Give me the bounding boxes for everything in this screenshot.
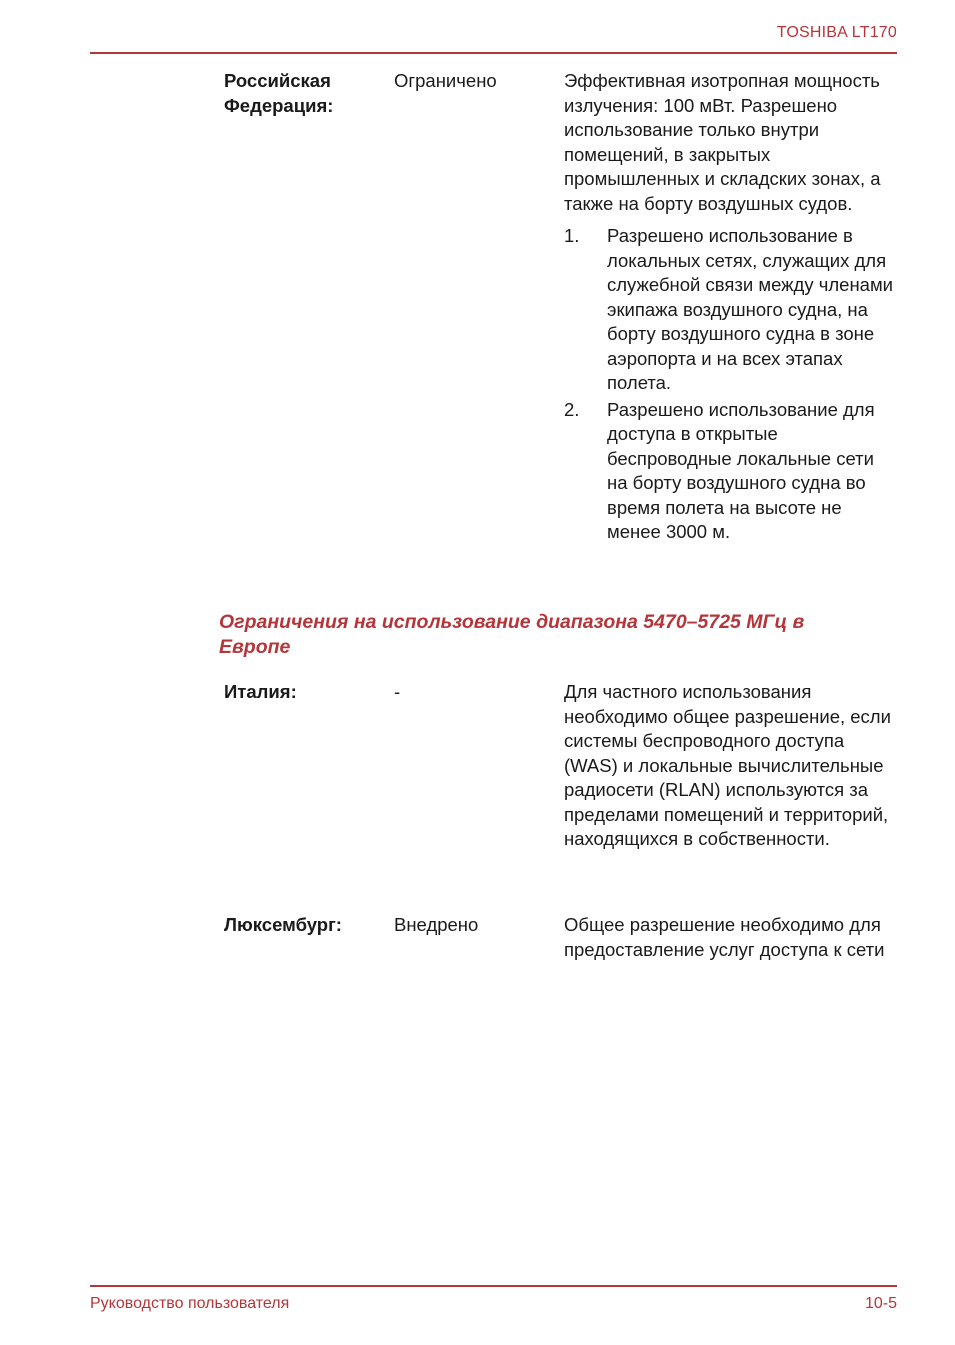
header-divider: [90, 52, 897, 54]
footer-divider: [90, 1285, 897, 1287]
description-text: Для частного использования необходимо общее разрешение, если системы беспроводного доступа (WAS) и локальные вычислительные радиосети (RLAN) используются за пределами помещений и территорий, находящихся в собственности.: [564, 681, 891, 849]
list-item: [564, 398, 897, 545]
page-number: 10-5: [864, 1295, 897, 1312]
document-header-title: TOSHIBA LT170: [776, 24, 897, 41]
status-value: Внедрено: [394, 914, 479, 935]
section-heading: Ограничения на использование диапазона 5470–5725 МГц в Европе: [219, 611, 805, 658]
country-label: Люксембург:: [224, 914, 342, 935]
country-label: Российская Федерация:: [224, 70, 334, 116]
status-value: Ограничено: [394, 70, 497, 91]
list-item: [564, 224, 897, 396]
description-cell: [564, 69, 897, 545]
list-number: 2.: [564, 398, 580, 420]
list-text: Разрешено использование для доступа в открытые беспроводные локальные сети на борту воздушного судна во время полета на высоте не менее 3000 м.: [607, 398, 875, 542]
status-value: -: [394, 681, 401, 702]
list-text: Разрешено использование в локальных сетях, служащих для служебной связи между членами экипажа воздушного судна, на борту воздушного судна в зоне аэропорта и на всех этапах полета.: [607, 225, 894, 393]
description-text: Эффективная изотропная мощность излучения: 100 мВт. Разрешено использование только внутри помещений, в закрытых промышленных и складских зонах, а также на борту воздушных судов.: [564, 70, 881, 214]
description-text: Общее разрешение необходимо для предоставление услуг доступа к сети: [564, 914, 885, 960]
footer-title: Руководство пользователя: [90, 1295, 290, 1312]
list-number: 1.: [564, 225, 580, 246]
country-label: Италия:: [224, 681, 297, 702]
